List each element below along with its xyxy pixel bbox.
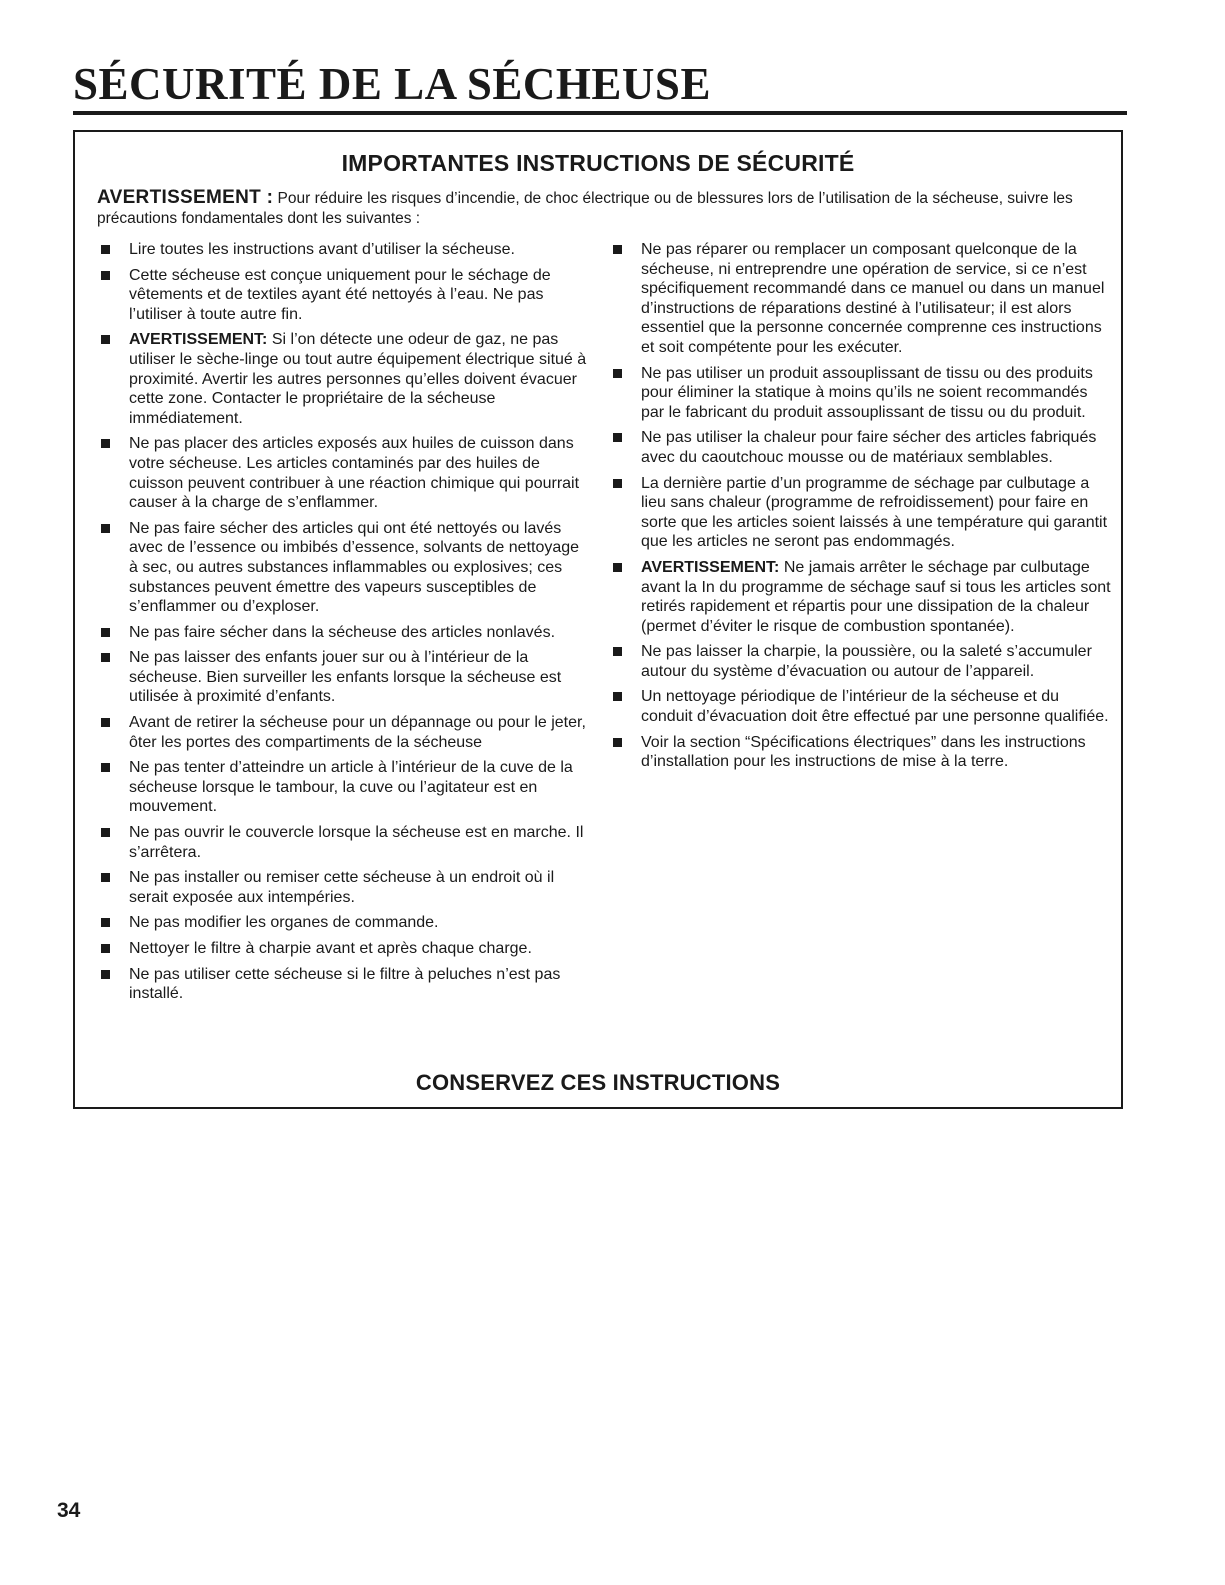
list-item <box>101 939 591 959</box>
list-item <box>613 474 1113 552</box>
list-item <box>613 642 1113 681</box>
item-text: Ne pas utiliser la chaleur pour faire sécher des articles fabriqués avec du caoutchouc mousse ou de matériaux semblables. <box>641 429 1097 466</box>
safety-box-heading: IMPORTANTES INSTRUCTIONS DE SÉCURITÉ <box>341 150 855 176</box>
list-item <box>613 558 1113 636</box>
warning-label: AVERTISSEMENT : <box>97 187 274 208</box>
item-text: Voir la section “Spécifications électriques” dans les instructions d’installation pour les instructions de mise à la terre. <box>641 733 1086 771</box>
item-text: Ne pas laisser la charpie, la poussière, ou la saleté s’accumuler autour du système d’évacuation ou autour de l’appareil. <box>641 643 1092 680</box>
item-text: Un nettoyage périodique de l’intérieur de la sécheuse et du conduit d’évacuation doit être effectué par une personne qualifiée. <box>641 688 1109 726</box>
list-item <box>101 868 591 907</box>
list-item <box>613 364 1113 423</box>
item-text: Ne pas faire sécher dans la sécheuse des articles nonlavés. <box>129 623 556 641</box>
bullet-square-icon <box>101 873 110 882</box>
list-item <box>101 330 591 428</box>
item-text: Ne pas faire sécher des articles qui ont été nettoyés ou lavés avec de l’essence ou imbibés d’essence, solvants de nettoyage à sec, ou autres substances inflammables ou explosives; ces substances peuvent émettre des vapeurs susceptibles de s’enflammer ou d’exploser. <box>129 519 580 616</box>
list-item <box>101 713 591 752</box>
item-text: Ne pas placer des articles exposés aux huiles de cuisson dans votre sécheuse. Les articles contaminés par des huiles de cuisson peuvent contribuer à une réaction chimique qui pourrait causer à la charge de s’enflammer. <box>129 435 580 512</box>
warning-intro <box>97 188 1107 229</box>
item-text: Nettoyer le filtre à charpie avant et après chaque charge. <box>129 940 532 957</box>
list-item <box>101 913 591 933</box>
item-text: Ne pas laisser des enfants jouer sur ou à l’intérieur de la sécheuse. Bien surveiller les enfants lorsque la sécheuse est utilisée à proximité d’enfants. <box>129 649 562 706</box>
warning-text: Pour réduire les risques d’incendie, de choc électrique ou de blessures lors de l’utilisation de la sécheuse, suivre les précautions fondamentales dont les suivantes : <box>97 190 1073 227</box>
bullet-square-icon <box>613 479 622 488</box>
list-item <box>613 687 1113 726</box>
bullet-square-icon <box>101 763 110 772</box>
bullet-square-icon <box>101 524 110 533</box>
list-item <box>101 965 591 1004</box>
item-lead: AVERTISSEMENT: <box>641 558 780 576</box>
save-instructions-footer: CONSERVEZ CES INSTRUCTIONS <box>415 1070 781 1095</box>
bullet-square-icon <box>101 245 110 254</box>
bullet-square-icon <box>101 653 110 662</box>
bullet-square-icon <box>101 918 110 927</box>
item-text: La dernière partie d’un programme de séchage par culbutage a lieu sans chaleur (programme de refroidissement) pour faire en sorte que les articles soient laissés à une température qui garantit que les articles ne seront pas endommagés. <box>641 474 1108 551</box>
title-underline-rule <box>73 111 1127 115</box>
bullet-square-icon <box>101 828 110 837</box>
list-item <box>101 434 591 512</box>
list-item <box>613 428 1113 467</box>
bullet-square-icon <box>613 245 622 254</box>
bullet-square-icon <box>613 369 622 378</box>
list-item <box>613 240 1113 358</box>
bullet-square-icon <box>101 439 110 448</box>
item-lead: AVERTISSEMENT: <box>129 331 268 349</box>
bullet-square-icon <box>613 738 622 747</box>
item-text: Ne pas installer ou remiser cette sécheuse à un endroit où il serait exposée aux intempéries. <box>129 869 555 906</box>
bullet-square-icon <box>101 271 110 280</box>
item-text: Ne pas utiliser un produit assouplissant de tissu ou des produits pour éliminer la statique à moins qu’ils ne soient recommandés par le fabricant du produit assouplissant de tissu ou du produit. <box>641 364 1093 421</box>
page-title: SÉCURITÉ DE LA SÉCHEUSE <box>73 59 711 109</box>
item-text: Cette sécheuse est conçue uniquement pour le séchage de vêtements et de textiles ayant été nettoyés à l’eau. Ne pas l’utiliser à toute autre fin. <box>129 266 551 323</box>
bullet-square-icon <box>101 718 110 727</box>
item-text: Ne pas modifier les organes de commande. <box>129 914 439 932</box>
bullet-square-icon <box>613 692 622 701</box>
bullet-square-icon <box>613 647 622 656</box>
bullet-square-icon <box>101 628 110 637</box>
page-number: 34 <box>57 1499 81 1522</box>
item-text: Avant de retirer la sécheuse pour un dépannage ou pour le jeter, ôter les portes des compartiments de la sécheuse <box>129 714 586 751</box>
item-text: Ne pas réparer ou remplacer un composant quelconque de la sécheuse, ni entreprendre une opération de service, si ce n’est spécifiquement recommandé dans ce manuel ou dans un manuel d’instructions de réparations destiné à l’utilisateur; il est alors essentiel que la personne concernée comprenne ces instructions et soit compétente pour les exécuter. <box>641 241 1105 356</box>
bullet-square-icon <box>613 563 622 572</box>
left-instruction-list <box>101 240 591 1010</box>
item-text: Si l’on détecte une odeur de gaz, ne pas utiliser le sèche-linge ou tout autre équipement électrique situé à proximité. Avertir les autres personnes qu’elles doivent évacuer cette zone. Contacter le propriétaire de la sécheuse immédiatement. <box>129 331 587 427</box>
bullet-square-icon <box>613 433 622 442</box>
list-item <box>101 623 591 643</box>
list-item <box>101 823 591 862</box>
list-item <box>101 240 591 260</box>
item-text: Ne jamais arrêter le séchage par culbutage avant la In du programme de séchage sauf si tous les articles sont retirés rapidement et répartis pour une dissipation de la chaleur (permet d’éviter le risque de combustion spontanée). <box>641 558 1111 635</box>
item-text: Ne pas tenter d’atteindre un article à l’intérieur de la cuve de la sécheuse lorsque le tambour, la cuve ou l’agitateur est en mouvement. <box>129 759 573 816</box>
list-item <box>101 519 591 617</box>
list-item <box>101 648 591 707</box>
item-text: Ne pas ouvrir le couvercle lorsque la sécheuse est en marche. Il s’arrêtera. <box>129 824 584 861</box>
bullet-square-icon <box>101 944 110 953</box>
list-item <box>101 266 591 325</box>
bullet-square-icon <box>101 335 110 344</box>
bullet-square-icon <box>101 970 110 979</box>
item-text: Ne pas utiliser cette sécheuse si le filtre à peluches n’est pas installé. <box>129 965 561 1003</box>
list-item <box>101 758 591 817</box>
list-item <box>613 733 1113 772</box>
right-instruction-list <box>613 240 1113 778</box>
item-text: Lire toutes les instructions avant d’utiliser la sécheuse. <box>129 241 515 258</box>
safety-instructions-box <box>73 130 1123 1109</box>
